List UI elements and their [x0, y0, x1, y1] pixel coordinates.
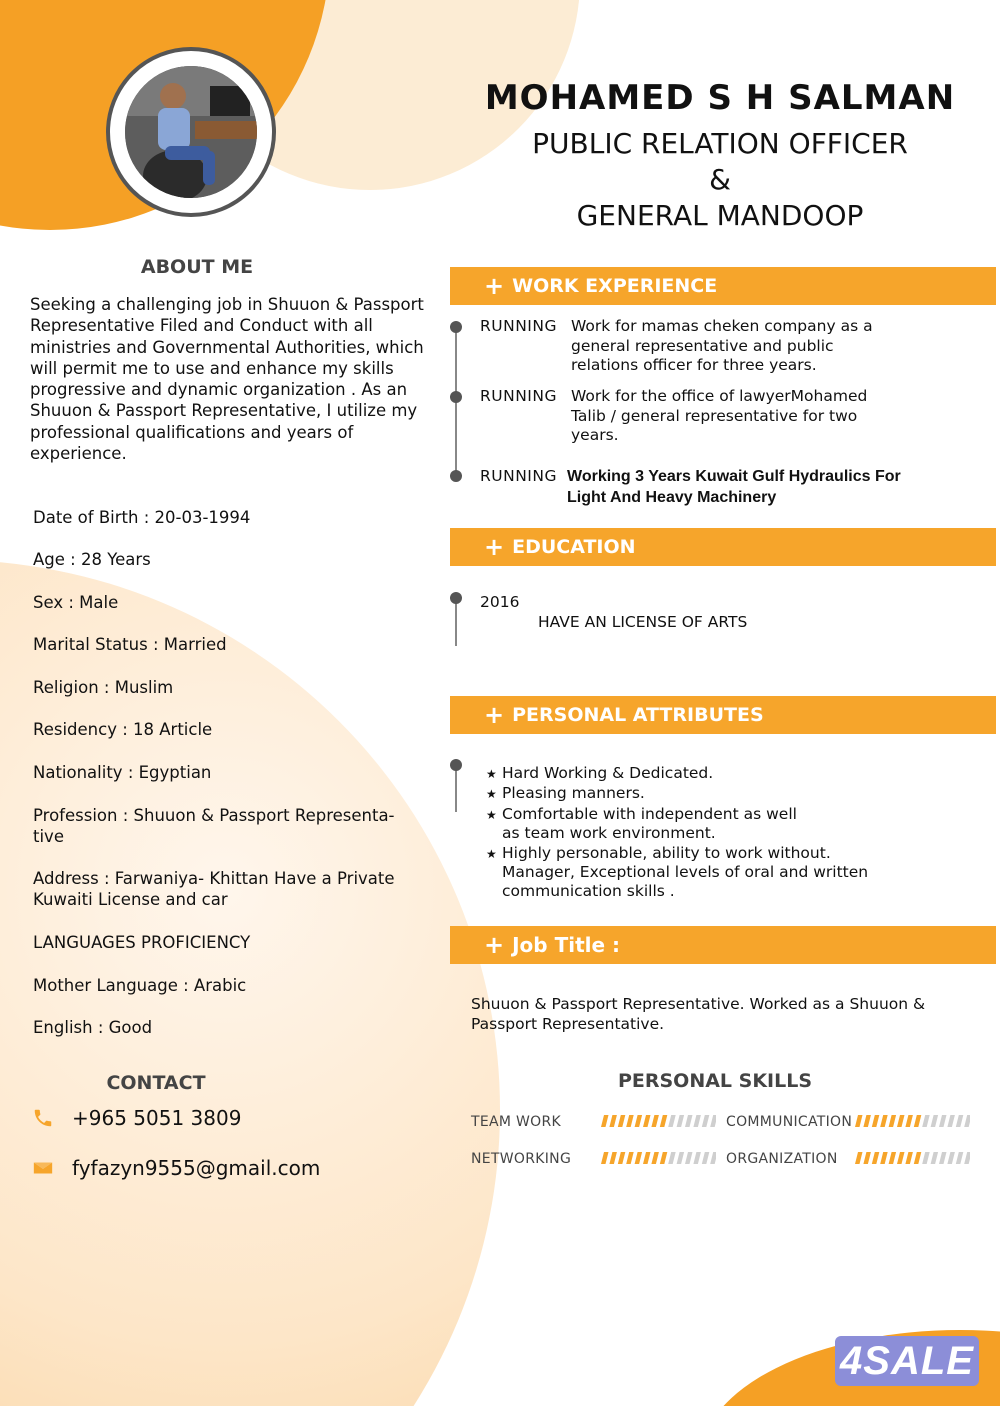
work-item-text: Working 3 Years Kuwait Gulf Hydraulics For Light And Heavy Machinery — [567, 468, 901, 506]
skill-segment — [660, 1115, 668, 1127]
skill-segment — [897, 1115, 905, 1127]
skill-segment — [956, 1115, 964, 1127]
skill-segment — [964, 1152, 970, 1164]
job-title-header — [450, 126, 990, 234]
skill-segment — [863, 1115, 871, 1127]
education-year: 2016 — [480, 593, 520, 611]
skill-segment — [922, 1115, 930, 1127]
list-item: ★ Highly personable, ability to work without. Manager, Exceptional levels of oral and written communication skills . — [486, 843, 869, 901]
skill-segment — [939, 1152, 947, 1164]
skill-segment — [651, 1152, 659, 1164]
attributes-heading: PERSONAL ATTRIBUTES — [512, 704, 764, 726]
work-item-label: RUNNING — [480, 467, 557, 485]
envelope-icon — [32, 1157, 54, 1179]
contact-email-row — [32, 1156, 320, 1180]
skill-segment — [880, 1152, 888, 1164]
work-item-text: Work for mamas cheken company as a general representative and public relations officer for three years. — [571, 317, 873, 374]
timeline-dot — [450, 321, 462, 333]
skill-segment — [626, 1152, 634, 1164]
skill-segment — [609, 1152, 617, 1164]
skill-label-networking: NETWORKING — [471, 1151, 572, 1167]
attributes-bar — [450, 696, 996, 734]
info-address: Address : Farwaniya- Khittan Have a Private Kuwaiti License and car — [33, 869, 395, 909]
job-title-bar — [450, 926, 996, 964]
skill-segment — [889, 1152, 897, 1164]
education-heading: EDUCATION — [512, 536, 636, 558]
work-item-label: RUNNING — [480, 387, 557, 405]
attributes-list — [486, 764, 956, 902]
skills-heading: PERSONAL SKILLS — [617, 1070, 813, 1092]
info-profession: Profession : Shuuon & Passport Representa-tive — [33, 806, 395, 846]
skill-segment — [677, 1152, 685, 1164]
plus-icon: + — [484, 931, 505, 959]
skill-segment — [651, 1115, 659, 1127]
plus-icon: + — [484, 701, 505, 729]
skill-segment — [693, 1115, 701, 1127]
skill-segment — [922, 1152, 930, 1164]
star-icon: ★ — [486, 846, 497, 861]
skill-segment — [601, 1152, 609, 1164]
skill-segment — [643, 1115, 651, 1127]
work-item-text: Work for the office of lawyerMohamed Talib / general representative for two years. — [571, 387, 868, 444]
title-line-3: GENERAL MANDOOP — [576, 199, 864, 232]
skill-bar-communication — [852, 1114, 970, 1128]
skill-segment — [905, 1115, 913, 1127]
skill-segment — [947, 1115, 955, 1127]
info-english: English : Good — [33, 1018, 153, 1037]
job-title-text: Shuuon & Passport Representative. Worked as a Shuuon & Passport Representative. — [471, 995, 926, 1033]
skill-bar-organization — [852, 1151, 970, 1165]
skill-segment — [931, 1152, 939, 1164]
contact-phone[interactable]: +965 5051 3809 — [72, 1106, 242, 1130]
skill-segment — [601, 1115, 609, 1127]
phone-icon — [32, 1107, 54, 1129]
skill-segment — [693, 1152, 701, 1164]
title-line-1: PUBLIC RELATION OFFICER — [532, 127, 908, 160]
education-timeline-line — [455, 598, 457, 646]
skill-segment — [609, 1115, 617, 1127]
timeline-dot — [450, 759, 462, 771]
work-item-label: RUNNING — [480, 317, 557, 335]
education-degree: HAVE AN LICENSE OF ARTS — [538, 613, 748, 631]
skill-segment — [905, 1152, 913, 1164]
skill-segment — [643, 1152, 651, 1164]
skill-segment — [685, 1152, 693, 1164]
job-title-heading: Job Title : — [512, 933, 621, 957]
info-religion: Religion : Muslim — [33, 678, 174, 697]
title-line-2: & — [709, 163, 731, 196]
skill-segment — [939, 1115, 947, 1127]
star-icon: ★ — [486, 767, 497, 781]
skill-segment — [872, 1152, 880, 1164]
skill-segment — [635, 1115, 643, 1127]
about-heading: ABOUT ME — [140, 256, 254, 278]
info-dob: Date of Birth : 20-03-1994 — [33, 508, 251, 527]
skill-segment — [660, 1152, 668, 1164]
skill-segment — [668, 1152, 676, 1164]
skill-bar-networking — [598, 1151, 716, 1165]
skill-segment — [947, 1152, 955, 1164]
skill-segment — [863, 1152, 871, 1164]
skill-segment — [914, 1152, 922, 1164]
plus-icon: + — [484, 533, 505, 561]
skill-segment — [677, 1115, 685, 1127]
contact-email[interactable]: fyfazyn9555@gmail.com — [72, 1156, 321, 1180]
skill-segment — [685, 1115, 693, 1127]
skill-segment — [668, 1115, 676, 1127]
skill-segment — [702, 1115, 710, 1127]
skill-segment — [855, 1115, 863, 1127]
info-age: Age : 28 Years — [33, 550, 151, 569]
timeline-dot — [450, 470, 462, 482]
watermark-logo: 4SALE — [835, 1336, 979, 1386]
skill-label-communication: COMMUNICATION — [726, 1114, 853, 1130]
attributes-timeline-line — [455, 764, 457, 812]
info-nationality: Nationality : Egyptian — [33, 763, 212, 782]
info-marital: Marital Status : Married — [33, 635, 227, 654]
info-mother-language: Mother Language : Arabic — [33, 976, 247, 995]
skill-segment — [872, 1115, 880, 1127]
contact-heading: CONTACT — [106, 1072, 206, 1094]
info-languages-heading: LANGUAGES PROFICIENCY — [33, 933, 251, 952]
skill-segment — [635, 1152, 643, 1164]
skill-label-teamwork: TEAM WORK — [471, 1114, 561, 1130]
star-icon: ★ — [486, 807, 497, 822]
list-item: ★ Hard Working & Dedicated. — [486, 764, 956, 784]
skill-segment — [710, 1115, 716, 1127]
skill-segment — [914, 1115, 922, 1127]
skill-bar-teamwork — [598, 1114, 716, 1128]
info-residency: Residency : 18 Article — [33, 720, 213, 739]
profile-photo — [125, 66, 257, 198]
list-item: ★ Comfortable with independent as well as team work environment. — [486, 804, 797, 843]
skill-label-organization: ORGANIZATION — [726, 1151, 838, 1167]
skill-segment — [618, 1115, 626, 1127]
work-experience-bar — [450, 267, 996, 305]
skill-segment — [710, 1152, 716, 1164]
skill-segment — [855, 1152, 863, 1164]
full-name: MOHAMED S H SALMAN — [484, 78, 956, 118]
timeline-dot — [450, 592, 462, 604]
skill-segment — [880, 1115, 888, 1127]
skill-segment — [702, 1152, 710, 1164]
contact-phone-row — [32, 1106, 241, 1130]
timeline-dot — [450, 391, 462, 403]
education-bar — [450, 528, 996, 566]
plus-icon: + — [484, 272, 505, 300]
skill-segment — [931, 1115, 939, 1127]
work-experience-heading: WORK EXPERIENCE — [512, 275, 718, 297]
skill-segment — [618, 1152, 626, 1164]
skill-segment — [956, 1152, 964, 1164]
info-sex: Sex : Male — [33, 593, 119, 612]
skill-segment — [964, 1115, 970, 1127]
list-item: ★ Pleasing manners. — [486, 784, 956, 804]
skill-segment — [626, 1115, 634, 1127]
star-icon: ★ — [486, 787, 497, 802]
about-text: Seeking a challenging job in Shuuon & Passport Representative Filed and Conduct with all ministries and Governmental Authorities, which will permit me to use and enhance my skills progressive and dynamic organization . As an Shuuon & Passport Representative, I utilize my professional qualifications and years of experience. — [30, 295, 424, 464]
profile-photo-frame — [106, 47, 276, 217]
skill-segment — [897, 1152, 905, 1164]
skill-segment — [889, 1115, 897, 1127]
